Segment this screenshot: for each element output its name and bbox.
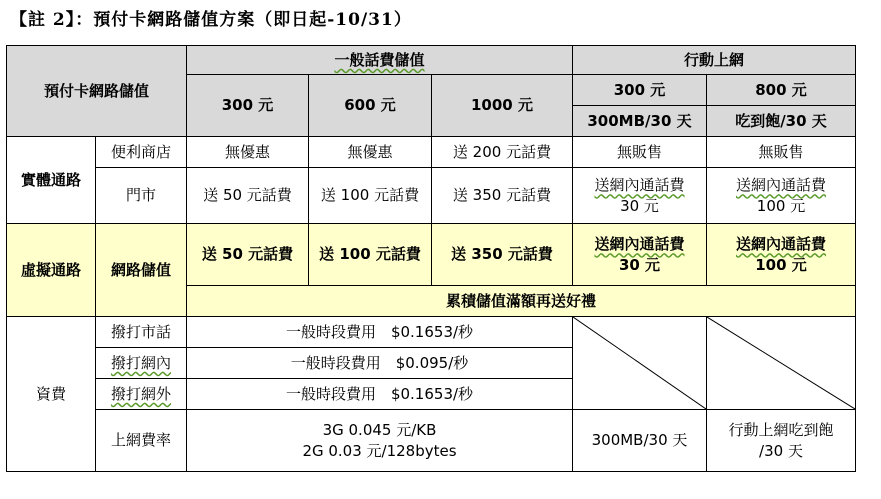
rate-offnet-label-text: 撥打網外: [110, 384, 171, 403]
rate-onnet-label: [96, 348, 187, 379]
diagonal-line: [573, 317, 706, 409]
rate-onnet-label-text: 撥打網內: [110, 353, 171, 372]
rate-local-label: 撥打市話: [96, 317, 187, 348]
virtual-m300-b: 30 元: [618, 255, 661, 274]
header-m300-b: 300MB/30 天: [573, 106, 707, 137]
header-m800-b: 吃到飽/30 天: [707, 106, 856, 137]
rate-data-m800-b: /30 天: [759, 441, 803, 460]
shop-m800-b: 100 元: [756, 196, 806, 215]
virtual-sub-label: 網路儲值: [96, 224, 187, 317]
shop-300: 送 50 元話費: [187, 168, 309, 224]
rate-data-m800: [707, 410, 856, 472]
virtual-m800-b: 100 元: [755, 255, 807, 274]
shop-1000: 送 350 元話費: [432, 168, 573, 224]
diagonal-line: [707, 317, 855, 409]
rate-offnet-value: 一般時段費用 $0.1653/秒: [187, 379, 573, 410]
store-label: 便利商店: [96, 137, 187, 168]
rate-onnet-value: 一般時段費用 $0.095/秒: [187, 348, 573, 379]
shop-m800: [707, 168, 856, 224]
store-1000: 送 200 元話費: [432, 137, 573, 168]
virtual-m800: [707, 224, 856, 286]
header-row-label: 預付卡網路儲值: [7, 46, 187, 137]
rate-data-label: 上網費率: [96, 410, 187, 472]
prepaid-plan-table: [6, 45, 856, 472]
note-title: 【註 2】：預付卡網路儲值方案（即日起-10/31）: [10, 10, 412, 30]
shop-label: 門市: [96, 168, 187, 224]
virtual-bonus: 累積儲值滿額再送好禮: [187, 286, 856, 317]
rate-data-m300: 300MB/30 天: [573, 410, 707, 472]
rate-data-m800-a: 行動上網吃到飽: [728, 421, 834, 440]
store-300: 無優惠: [187, 137, 309, 168]
shop-m300-b: 30 元: [620, 196, 659, 215]
header-1000: 1000 元: [432, 75, 573, 137]
header-general: [187, 46, 573, 75]
header-600: 600 元: [309, 75, 432, 137]
store-m800: 無販售: [707, 137, 856, 168]
shop-m300-a: 送網內通話費: [594, 176, 685, 195]
rate-data-value: [187, 410, 573, 472]
virtual-m300: [573, 224, 707, 286]
header-300: 300 元: [187, 75, 309, 137]
virtual-m300-a: 送網內通話費: [594, 235, 685, 254]
rate-data-3g: 3G 0.045 元/KB: [322, 421, 437, 440]
header-general-text: 一般話費儲值: [334, 50, 425, 69]
rate-offnet-label: [96, 379, 187, 410]
m800-na-cell: [707, 317, 856, 410]
rates-label: 資費: [7, 317, 96, 472]
store-m300: 無販售: [573, 137, 707, 168]
store-600: 無優惠: [309, 137, 432, 168]
rate-data-2g: 2G 0.03 元/128bytes: [302, 441, 457, 460]
header-m800-a: 800 元: [707, 75, 856, 106]
virtual-channel-label: 虛擬通路: [7, 224, 96, 317]
header-m300-a: 300 元: [573, 75, 707, 106]
header-mobile: 行動上網: [573, 46, 856, 75]
virtual-300: 送 50 元話費: [187, 224, 309, 286]
virtual-600: 送 100 元話費: [309, 224, 432, 286]
m300-na-cell: [573, 317, 707, 410]
rate-local-value: 一般時段費用 $0.1653/秒: [187, 317, 573, 348]
virtual-m800-a: 送網內通話費: [735, 235, 826, 254]
shop-m800-a: 送網內通話費: [735, 176, 826, 195]
virtual-1000: 送 350 元話費: [432, 224, 573, 286]
shop-m300: [573, 168, 707, 224]
shop-600: 送 100 元話費: [309, 168, 432, 224]
physical-channel-label: 實體通路: [7, 137, 96, 224]
